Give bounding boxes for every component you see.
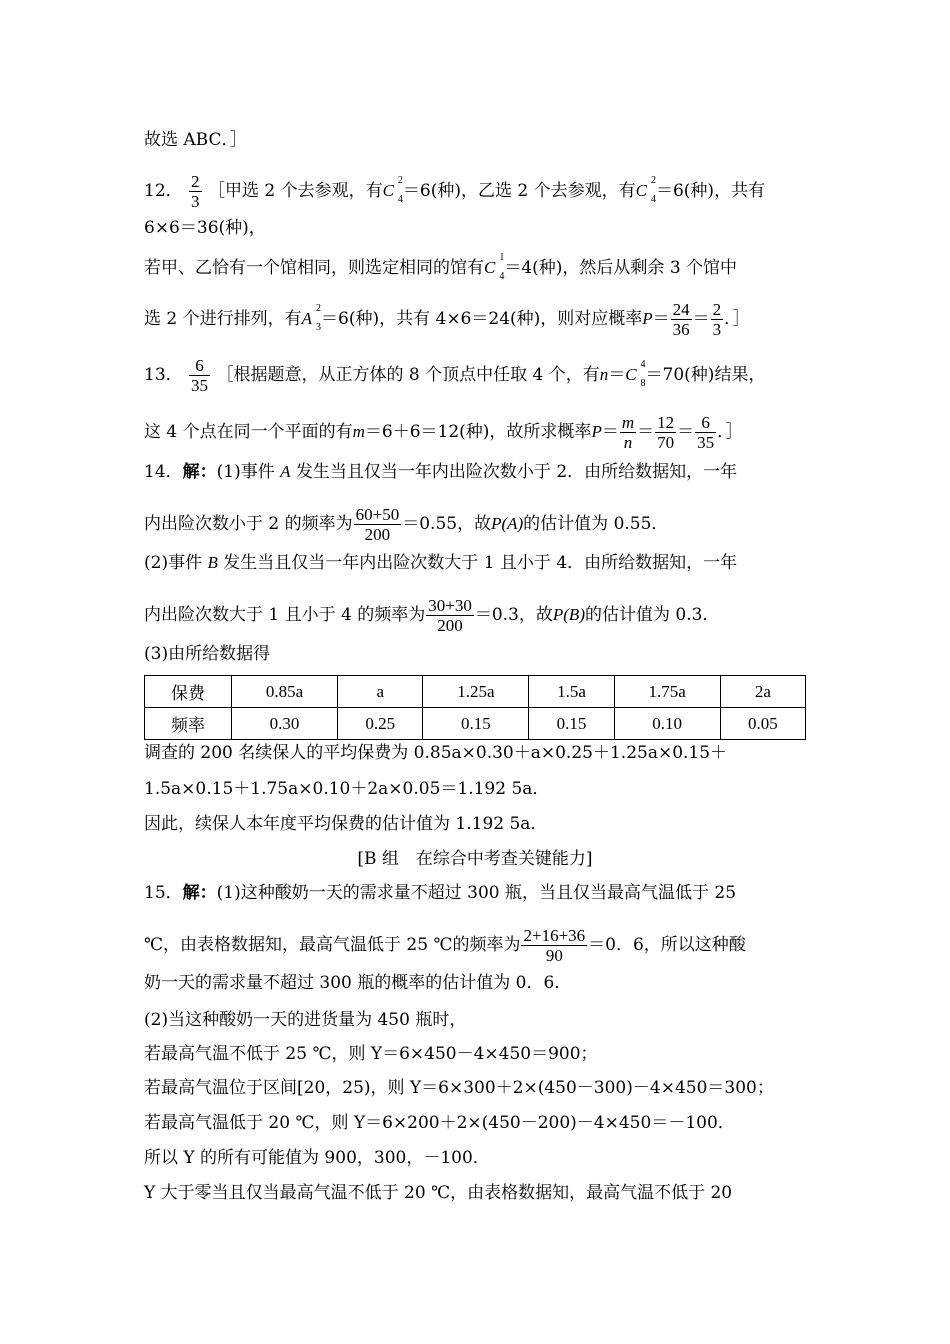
- text-line: 选 2 个进行排列，有A 2 3 ＝6(种)，共有 4×6＝24(种)，则对应概率P＝ $\frac{24}{36}$ ＝ $\frac{2}{3}$ ．］: [144, 300, 750, 339]
- combination: C 1 4: [484, 252, 505, 282]
- text-line: 内出险次数大于 1 且小于 4 的频率为 $\frac{30+30}{200}$ ＝0.3，故P(B)的估计值为 0.3．: [144, 596, 720, 635]
- text-line: (2)当这种酸奶一天的进货量为 450 瓶时，: [144, 1010, 467, 1030]
- fraction: $\frac{30+30}{200}$: [428, 596, 472, 635]
- table-cell: 0.85a: [232, 676, 338, 708]
- combination: C 4 8: [625, 359, 646, 389]
- table-cell: 1.75a: [614, 676, 720, 708]
- table-row: [145, 708, 806, 740]
- text-line: 内出险次数小于 2 的频率为 $\frac{60+50}{200}$ ＝0.55，故P(A)的估计值为 0.55．: [144, 505, 669, 544]
- table-cell: 0.10: [614, 708, 720, 740]
- table-row: [145, 676, 806, 708]
- text-line: 故选 ABC．］: [144, 130, 247, 150]
- table-cell: 0.15: [529, 708, 614, 740]
- text-line: ℃，由表格数据知，最高气温低于 25 ℃的频率为 $\frac{2+16+36}{90}$ ＝0．6，所以这种酸: [144, 926, 746, 965]
- fraction: $\frac{24}{36}$: [672, 300, 690, 339]
- text-line: 15．解：(1)这种酸奶一天的需求量不超过 300 瓶，当且仅当最高气温低于 25: [144, 883, 737, 903]
- table-cell: 1.5a: [529, 676, 614, 708]
- q13-line-1: 13． $\frac{6}{35}$ ［根据题意，从正方体的 8 个顶点中任取 4 个，有n＝C 4 8 ＝70(种)结果，: [144, 356, 766, 395]
- table-cell: 0.30: [232, 708, 338, 740]
- text-line: 奶一天的需求量不超过 300 瓶的概率的估计值为 0．6．: [144, 973, 572, 993]
- text-line: 若最高气温低于 20 ℃，则 Y＝6×200＋2×(450－200)－4×450＝－100．: [144, 1113, 735, 1133]
- fraction: $\frac{6}{35}$: [697, 413, 715, 452]
- table-cell: 0.25: [338, 708, 423, 740]
- text-line: (3)由所给数据得: [144, 644, 271, 664]
- fraction: $\frac{m}{n}$: [621, 413, 635, 452]
- text-line: 因此，续保人本年度平均保费的估计值为 1.192 5a．: [144, 814, 548, 834]
- table-cell: 保费: [145, 676, 232, 708]
- combination: C 2 4: [382, 175, 403, 205]
- text-line: 14．解：(1)事件 A 发生当且仅当一年内出险次数小于 2．由所给数据知，一年: [144, 462, 738, 482]
- text-line: Y 大于零当且仅当最高气温不低于 20 ℃，由表格数据知，最高气温不低于 20: [144, 1183, 733, 1203]
- fraction: $\frac{6}{35}$: [191, 356, 209, 395]
- table-cell: 频率: [145, 708, 232, 740]
- text-line: 若甲、乙恰有一个馆相同，则选定相同的馆有C 1 4 ＝4(种)，然后从剩余 3 个馆中: [144, 252, 738, 282]
- fraction: $\frac{2}{3}$: [712, 300, 722, 339]
- section-heading: [B 组 在综合中考查关键能力]: [357, 849, 593, 869]
- table-cell: 1.25a: [423, 676, 529, 708]
- text-line: 6×6＝36(种)，: [144, 218, 266, 238]
- fraction: $\frac{2+16+36}{90}$: [523, 926, 586, 965]
- fraction: $\frac{2}{3}$: [191, 172, 200, 211]
- arrangement: A 2 3: [301, 303, 322, 333]
- premium-table: [144, 675, 806, 740]
- text-line: 1.5a×0.15＋1.75a×0.10＋2a×0.05＝1.192 5a．: [144, 779, 550, 799]
- text-line: 这 4 个点在同一个平面的有m＝6＋6＝12(种)，故所求概率P＝ $\frac{m}{n}$ ＝ $\frac{12}{70}$ ＝ $\frac{6}{35}$ ．］: [144, 413, 743, 452]
- text-line: 若最高气温位于区间[20，25)，则 Y＝6×300＋2×(450－300)－4×450＝300；: [144, 1078, 774, 1098]
- text-line: 所以 Y 的所有可能值为 900，300，－100．: [144, 1148, 490, 1168]
- table-cell: 0.15: [423, 708, 529, 740]
- q12-line-1: 12． $\frac{2}{3}$ ［甲选 2 个去参观，有C 2 4 ＝6(种)，乙选 2 个去参观，有C 2 4 ＝6(种)，共有: [144, 172, 766, 211]
- text-line: (2)事件 B 发生当且仅当一年内出险次数大于 1 且小于 4．由所给数据知，一年: [144, 553, 738, 573]
- table-cell: a: [338, 676, 423, 708]
- text-line: 调查的 200 名续保人的平均保费为 0.85a×0.30＋a×0.25＋1.25a×0.15＋: [144, 743, 728, 763]
- table-cell: 0.05: [720, 708, 805, 740]
- combination: C 2 4: [635, 175, 656, 205]
- fraction: $\frac{60+50}{200}$: [355, 505, 400, 544]
- fraction: $\frac{12}{70}$: [657, 413, 675, 452]
- text-line: 若最高气温不低于 25 ℃，则 Y＝6×450－4×450＝900；: [144, 1044, 598, 1064]
- table-cell: 2a: [720, 676, 805, 708]
